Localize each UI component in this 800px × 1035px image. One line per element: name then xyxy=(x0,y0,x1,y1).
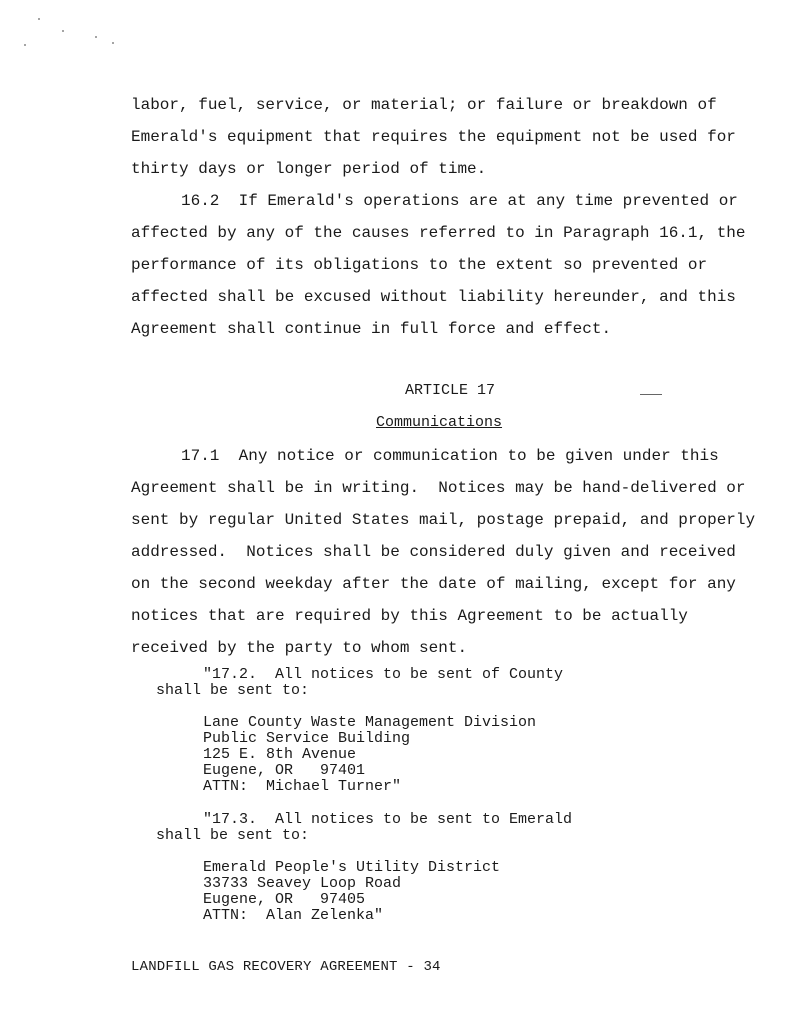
paragraph-16-1-line: thirty days or longer period of time. xyxy=(131,160,487,178)
paragraph-17-1-line: notices that are required by this Agreement to be actually xyxy=(131,607,688,625)
paragraph-17-2-lead: "17.2. All notices to be sent of County xyxy=(203,666,564,683)
emerald-address-line: ATTN: Alan Zelenka" xyxy=(203,907,384,924)
paragraph-16-2-line: affected by any of the causes referred to in Paragraph 16.1, the xyxy=(131,224,746,242)
paragraph-17-1-line: on the second weekday after the date of mailing, except for any xyxy=(131,575,736,593)
scan-speck xyxy=(24,44,26,46)
county-address-line: 125 E. 8th Avenue xyxy=(203,746,357,763)
scan-speck xyxy=(95,36,97,38)
scan-mark xyxy=(640,394,662,395)
scan-speck xyxy=(62,30,64,32)
page-footer: LANDFILL GAS RECOVERY AGREEMENT - 34 xyxy=(131,959,441,975)
scan-speck xyxy=(112,42,114,44)
emerald-address-line: Eugene, OR 97405 xyxy=(203,891,366,908)
paragraph-17-1-line: Agreement shall be in writing. Notices may be hand-delivered or xyxy=(131,479,746,497)
county-address-line: Lane County Waste Management Division xyxy=(203,714,537,731)
paragraph-16-2-line: performance of its obligations to the extent so prevented or xyxy=(131,256,708,274)
paragraph-17-2-lead: shall be sent to: xyxy=(156,682,310,699)
paragraph-16-2-line: affected shall be excused without liability hereunder, and this xyxy=(131,288,736,306)
paragraph-16-2-line: Agreement shall continue in full force and effect. xyxy=(131,320,612,338)
emerald-address-line: 33733 Seavey Loop Road xyxy=(203,875,402,892)
county-address-line: Eugene, OR 97401 xyxy=(203,762,366,779)
paragraph-16-2-line: 16.2 If Emerald's operations are at any time prevented or xyxy=(181,192,738,210)
emerald-address-line: Emerald People's Utility District xyxy=(203,859,501,876)
article-number: ARTICLE 17 xyxy=(405,382,496,399)
county-address-line: ATTN: Michael Turner" xyxy=(203,778,402,795)
paragraph-17-1-line: sent by regular United States mail, postage prepaid, and properly xyxy=(131,511,756,529)
paragraph-17-1-line: received by the party to whom sent. xyxy=(131,639,468,657)
article-title: Communications xyxy=(376,414,503,431)
paragraph-16-1-line: labor, fuel, service, or material; or failure or breakdown of xyxy=(131,96,717,114)
scan-speck xyxy=(38,18,40,20)
paragraph-17-3-lead: "17.3. All notices to be sent to Emerald xyxy=(203,811,573,828)
paragraph-17-1-line: 17.1 Any notice or communication to be given under this xyxy=(181,447,719,465)
paragraph-17-1-line: addressed. Notices shall be considered duly given and received xyxy=(131,543,736,561)
paragraph-16-1-line: Emerald's equipment that requires the equipment not be used for xyxy=(131,128,736,146)
paragraph-17-3-lead: shall be sent to: xyxy=(156,827,310,844)
county-address-line: Public Service Building xyxy=(203,730,411,747)
